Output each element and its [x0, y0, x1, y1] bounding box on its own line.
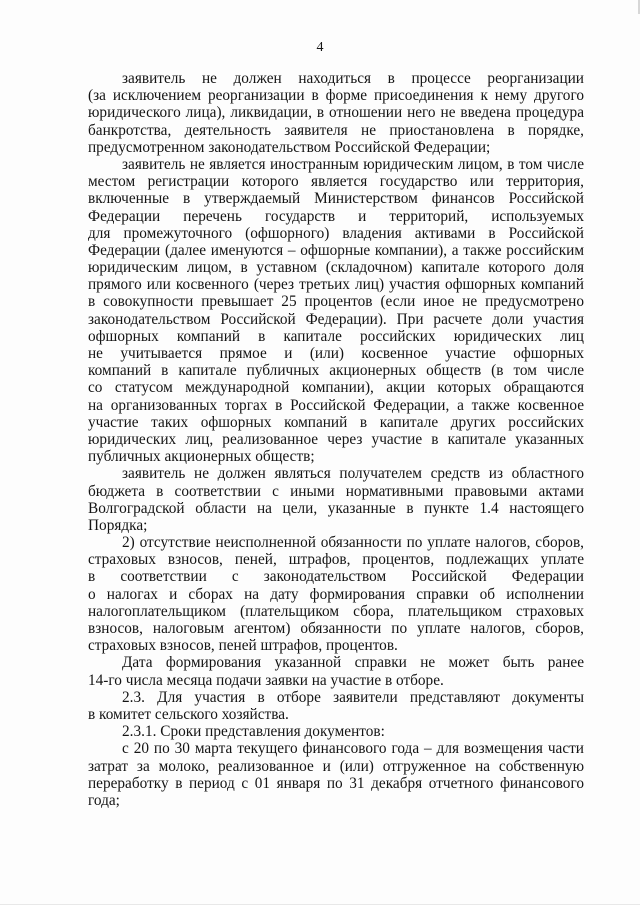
text-line: взносов, налоговым агентом) обязанности по уплате налогов, сборов, [88, 620, 584, 637]
text-line: налогоплательщиком (плательщиком сбора, плательщиком страховых [88, 602, 584, 620]
text-line: в совокупности превышает 25 процентов (если иное не предусмотрено [88, 293, 584, 311]
text-line: на организованных торгах в Российской Федерации, а также косвенное [88, 396, 584, 414]
text-line: местом регистрации которого является государство или территория, [88, 173, 584, 191]
text-line: предусмотренном законодательством Российской Федерации; [88, 138, 491, 156]
text-line: заявитель не является иностранным юридическим лицом, в том числе [122, 155, 584, 173]
text-line: офшорных компаний в капитале российских юридических лиц [88, 327, 584, 345]
document-body [88, 70, 584, 809]
text-line: банкротства, деятельность заявителя не приостановлена в порядке, [88, 121, 584, 139]
text-line: законодательством Российской Федерации). При расчете доли участия [88, 310, 584, 328]
text-line: для промежуточного (офшорного) владения активами в Российской [88, 224, 584, 242]
text-line: с 20 по 30 марта текущего финансового года – для возмещения части [122, 740, 584, 758]
text-line: участие таких офшорных компаний в капитале других российских [88, 413, 584, 431]
text-line: компаний в капитале публичных акционерных обществ (в том числе [88, 362, 584, 380]
text-line: (за исключением реорганизации в форме присоединения к нему другого [88, 87, 584, 105]
text-line: бюджета в соответствии с иными нормативными правовыми актами [88, 482, 584, 500]
page-number: 4 [316, 40, 324, 55]
text-line: страховых взносов, пеней штрафов, процентов. [88, 637, 398, 655]
text-line: переработку в период с 01 января по 31 декабря отчетного финансового [88, 774, 584, 792]
text-line: юридических лиц, реализованное через участие в капитале указанных [88, 430, 584, 448]
text-line: прямого или косвенного (через третьих лиц) участия офшорных компаний [88, 276, 584, 294]
text-line: Федерации перечень государств и территорий, используемых [88, 207, 584, 225]
text-line: заявитель не должен являться получателем средств из областного [122, 465, 584, 483]
text-line: Федерации (далее именуются – офшорные компании), а также российским [88, 241, 584, 259]
text-line: Волгоградской области на цели, указанные в пункте 1.4 настоящего [88, 499, 584, 517]
text-line: Порядка; [88, 516, 148, 534]
text-line: 14-го числа месяца подачи заявки на участие в отборе. [88, 671, 444, 689]
text-line: года; [88, 791, 120, 809]
text-line: заявитель не должен находиться в процессе реорганизации [122, 70, 584, 87]
text-line: в соответствии с законодательством Российской Федерации [88, 568, 584, 586]
text-line: в комитет сельского хозяйства. [88, 705, 289, 723]
text-line: юридическим лицом, в уставном (складочном) капитале которого доля [88, 259, 584, 277]
text-line: включенные в утверждаемый Министерством финансов Российской [88, 190, 584, 208]
text-line: юридического лица), ликвидации, в отношении него не введена процедура [88, 104, 584, 122]
text-line: 2.3. Для участия в отборе заявители представляют документы [122, 688, 584, 706]
text-line: 2) отсутствие неисполненной обязанности по уплате налогов, сборов, [122, 534, 584, 552]
text-line: Дата формирования указанной справки не может быть ранее [122, 654, 584, 672]
text-line: страховых взносов, пеней, штрафов, процентов, подлежащих уплате [88, 551, 584, 569]
text-line: 2.3.1. Сроки представления документов: [122, 723, 385, 741]
text-line: со статусом международной компании), акции которых обращаются [88, 379, 584, 397]
text-line: публичных акционерных обществ; [88, 448, 315, 466]
text-line: о налогах и сборах на дату формирования справки об исполнении [88, 585, 584, 603]
text-line: не учитывается прямое и (или) косвенное участие офшорных [88, 345, 584, 362]
text-line: затрат за молоко, реализованное и (или) отгруженное на собственную [88, 757, 584, 775]
